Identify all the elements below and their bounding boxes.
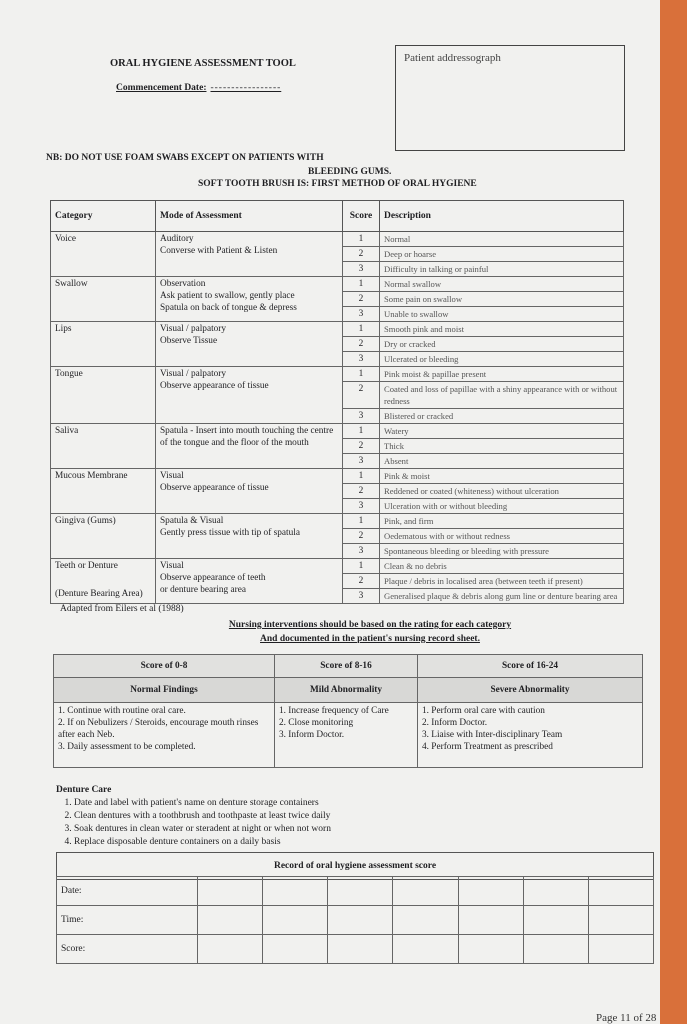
action-item: 1. Continue with routine oral care.	[58, 706, 186, 716]
mode-cell	[156, 469, 343, 514]
mode-line: Observation	[160, 279, 206, 289]
record-cell[interactable]	[263, 906, 328, 935]
score-description: Dry or cracked	[380, 337, 624, 352]
notice-line-3: SOFT TOOTH BRUSH IS: FIRST METHOD OF ORAL HYGIENE	[198, 179, 477, 189]
nursing-note-1: Nursing interventions should be based on the rating for each category	[228, 620, 512, 630]
record-cell[interactable]	[393, 935, 458, 964]
mode-line: Auditory	[160, 234, 194, 244]
score-description: Difficulty in talking or painful	[380, 262, 624, 277]
mode-line: Converse with Patient & Listen	[160, 246, 278, 256]
record-cell[interactable]	[198, 877, 263, 906]
score-description: Generalised plaque & debris along gum line or denture bearing area	[380, 589, 624, 604]
score-value: 2	[343, 292, 380, 307]
assessment-row	[51, 424, 624, 439]
record-cell[interactable]	[198, 935, 263, 964]
assessment-row	[51, 367, 624, 382]
score-description: Blistered or cracked	[380, 409, 624, 424]
mode-line: Observe appearance of tissue	[160, 381, 269, 391]
score-description: Some pain on swallow	[380, 292, 624, 307]
finding-normal: Normal Findings	[54, 678, 275, 703]
category-label: Teeth or Denture	[55, 561, 118, 571]
assessment-row	[51, 469, 624, 484]
commencement-value: -----------------	[210, 83, 282, 93]
page-number: Page 11 of 28	[596, 1012, 657, 1024]
category-cell	[51, 469, 156, 514]
record-label-date: Date:	[57, 877, 198, 906]
source-citation: Adapted from Eilers et al (1988)	[60, 604, 184, 614]
nursing-note-2: And documented in the patient's nursing record sheet.	[260, 634, 480, 644]
score-value: 3	[343, 307, 380, 322]
addressograph-label: Patient addressograph	[404, 52, 501, 64]
category-cell	[51, 514, 156, 559]
mode-line: Ask patient to swallow, gently place	[160, 291, 295, 301]
score-description: Oedematous with or without redness	[380, 529, 624, 544]
score-value: 1	[343, 277, 380, 292]
mode-line: Gently press tissue with tip of spatula	[160, 528, 300, 538]
category-extra: (Denture Bearing Area)	[55, 589, 143, 599]
category-cell	[51, 367, 156, 424]
category-label: Swallow	[55, 279, 88, 289]
action-item: 2. Inform Doctor.	[422, 718, 488, 728]
assessment-row	[51, 322, 624, 337]
action-item: 1. Perform oral care with caution	[422, 706, 545, 716]
score-value: 2	[343, 484, 380, 499]
addressograph-box	[395, 45, 625, 151]
mode-line: Observe appearance of tissue	[160, 483, 269, 493]
record-cell[interactable]	[523, 877, 588, 906]
score-description: Plaque / debris in localised area (between teeth if present)	[380, 574, 624, 589]
score-value: 2	[343, 529, 380, 544]
score-description: Pink & moist	[380, 469, 624, 484]
category-label: Tongue	[55, 369, 83, 379]
score-value: 1	[343, 424, 380, 439]
actions-normal	[54, 703, 275, 768]
score-value: 3	[343, 454, 380, 469]
score-range-0-8: Score of 0-8	[54, 655, 275, 678]
action-item: 2. Close monitoring	[279, 718, 354, 728]
score-description: Normal swallow	[380, 277, 624, 292]
score-description: Ulcerated or bleeding	[380, 352, 624, 367]
notice-line-2: BLEEDING GUMS.	[308, 167, 392, 177]
record-cell[interactable]	[523, 906, 588, 935]
denture-care-item: 1. Date and label with patient's name on denture storage containers	[74, 797, 331, 810]
score-value: 1	[343, 559, 380, 574]
record-cell[interactable]	[588, 935, 653, 964]
record-label-time: Time:	[57, 906, 198, 935]
denture-care-section	[56, 784, 331, 849]
header-score: Score	[343, 201, 380, 232]
mode-cell	[156, 277, 343, 322]
record-row-date	[57, 877, 654, 906]
score-value: 1	[343, 367, 380, 382]
assessment-body	[51, 232, 624, 604]
score-value: 2	[343, 439, 380, 454]
record-cell[interactable]	[523, 935, 588, 964]
score-value: 2	[343, 337, 380, 352]
score-range-16-24: Score of 16-24	[418, 655, 643, 678]
score-description: Thick	[380, 439, 624, 454]
action-item: 3. Liaise with Inter-disciplinary Team	[422, 730, 563, 740]
commencement-date	[116, 83, 281, 93]
score-value: 1	[343, 322, 380, 337]
action-item: 2. If on Nebulizers / Steroids, encourage mouth rinses after each Neb.	[58, 718, 259, 740]
score-description: Pink moist & papillae present	[380, 367, 624, 382]
action-item: 4. Perform Treatment as prescribed	[422, 742, 553, 752]
mode-cell	[156, 559, 343, 604]
score-description: Smooth pink and moist	[380, 322, 624, 337]
category-label: Lips	[55, 324, 72, 334]
record-table	[56, 876, 654, 964]
record-cell[interactable]	[588, 877, 653, 906]
score-value: 3	[343, 499, 380, 514]
mode-line: Visual	[160, 561, 184, 571]
record-cell[interactable]	[263, 935, 328, 964]
denture-care-item: 4. Replace disposable denture containers on a daily basis	[74, 836, 331, 849]
notice-line-1: NB: DO NOT USE FOAM SWABS EXCEPT ON PATIENTS WITH	[46, 153, 324, 163]
mode-cell	[156, 322, 343, 367]
mode-cell	[156, 424, 343, 469]
finding-mild: Mild Abnormality	[275, 678, 418, 703]
category-label: Voice	[55, 234, 76, 244]
mode-line: Spatula on back of tongue & depress	[160, 303, 297, 313]
score-description: Ulceration with or without bleeding	[380, 499, 624, 514]
score-description: Normal	[380, 232, 624, 247]
score-value: 2	[343, 574, 380, 589]
score-description: Reddened or coated (whiteness) without ulceration	[380, 484, 624, 499]
score-value: 2	[343, 247, 380, 262]
record-title: Record of oral hygiene assessment score	[273, 861, 437, 871]
score-value: 1	[343, 232, 380, 247]
score-description: Coated and loss of papillae with a shiny appearance with or without redness	[380, 382, 624, 409]
score-value: 1	[343, 514, 380, 529]
score-description: Clean & no debris	[380, 559, 624, 574]
category-cell	[51, 232, 156, 277]
header-category: Category	[51, 201, 156, 232]
assessment-table	[50, 200, 624, 604]
record-cell[interactable]	[328, 877, 393, 906]
record-cell[interactable]	[458, 935, 523, 964]
score-range-8-16: Score of 8-16	[275, 655, 418, 678]
category-label: Saliva	[55, 426, 79, 436]
score-description: Deep or hoarse	[380, 247, 624, 262]
mode-line: Observe appearance of teeth	[160, 573, 266, 583]
assessment-row	[51, 559, 624, 574]
record-cell[interactable]	[393, 877, 458, 906]
finding-severe: Severe Abnormality	[418, 678, 643, 703]
mode-line: Spatula - Insert into mouth touching the centre of the tongue and the floor of the mouth	[160, 426, 334, 448]
record-cell[interactable]	[328, 935, 393, 964]
assessment-row	[51, 514, 624, 529]
mode-line: Visual / palpatory	[160, 324, 227, 334]
score-description: Watery	[380, 424, 624, 439]
interventions-table	[53, 654, 643, 768]
record-cell[interactable]	[328, 906, 393, 935]
mode-cell	[156, 514, 343, 559]
assessment-row	[51, 232, 624, 247]
action-item: 3. Daily assessment to be completed.	[58, 742, 196, 752]
record-label-score: Score:	[57, 935, 198, 964]
score-description: Spontaneous bleeding or bleeding with pressure	[380, 544, 624, 559]
score-value: 1	[343, 469, 380, 484]
assessment-row	[51, 277, 624, 292]
record-cell[interactable]	[588, 906, 653, 935]
score-value: 3	[343, 544, 380, 559]
actions-mild	[275, 703, 418, 768]
mode-line: Observe Tissue	[160, 336, 218, 346]
action-item: 1. Increase frequency of Care	[279, 706, 389, 716]
denture-care-title: Denture Care	[56, 785, 112, 795]
category-label: Gingiva (Gums)	[55, 516, 116, 526]
denture-care-item: 2. Clean dentures with a toothbrush and toothpaste at least twice daily	[74, 810, 331, 823]
score-value: 3	[343, 352, 380, 367]
denture-care-item: 3. Soak dentures in clean water or steradent at night or when not worn	[74, 823, 331, 836]
category-cell	[51, 559, 156, 604]
score-value: 3	[343, 262, 380, 277]
score-description: Absent	[380, 454, 624, 469]
category-cell	[51, 424, 156, 469]
actions-severe	[418, 703, 643, 768]
header-mode: Mode of Assessment	[156, 201, 343, 232]
document-title: ORAL HYGIENE ASSESSMENT TOOL	[110, 58, 296, 69]
mode-line: Visual	[160, 471, 184, 481]
mode-line: Spatula & Visual	[160, 516, 224, 526]
record-row-time	[57, 906, 654, 935]
header-description: Description	[380, 201, 624, 232]
category-label: Mucous Membrane	[55, 471, 128, 481]
mode-cell	[156, 367, 343, 424]
record-cell[interactable]	[458, 906, 523, 935]
background-edge	[659, 0, 687, 1024]
mode-line: or denture bearing area	[160, 585, 246, 595]
mode-cell	[156, 232, 343, 277]
score-value: 3	[343, 589, 380, 604]
record-cell[interactable]	[263, 877, 328, 906]
category-cell	[51, 277, 156, 322]
score-value: 2	[343, 382, 380, 409]
record-cell[interactable]	[458, 877, 523, 906]
record-row-score	[57, 935, 654, 964]
mode-line: Visual / palpatory	[160, 369, 227, 379]
record-cell[interactable]	[393, 906, 458, 935]
record-cell[interactable]	[198, 906, 263, 935]
action-item: 3. Inform Doctor.	[279, 730, 345, 740]
score-description: Pink, and firm	[380, 514, 624, 529]
score-description: Unable to swallow	[380, 307, 624, 322]
commencement-label: Commencement Date:	[116, 83, 207, 93]
category-cell	[51, 322, 156, 367]
score-value: 3	[343, 409, 380, 424]
